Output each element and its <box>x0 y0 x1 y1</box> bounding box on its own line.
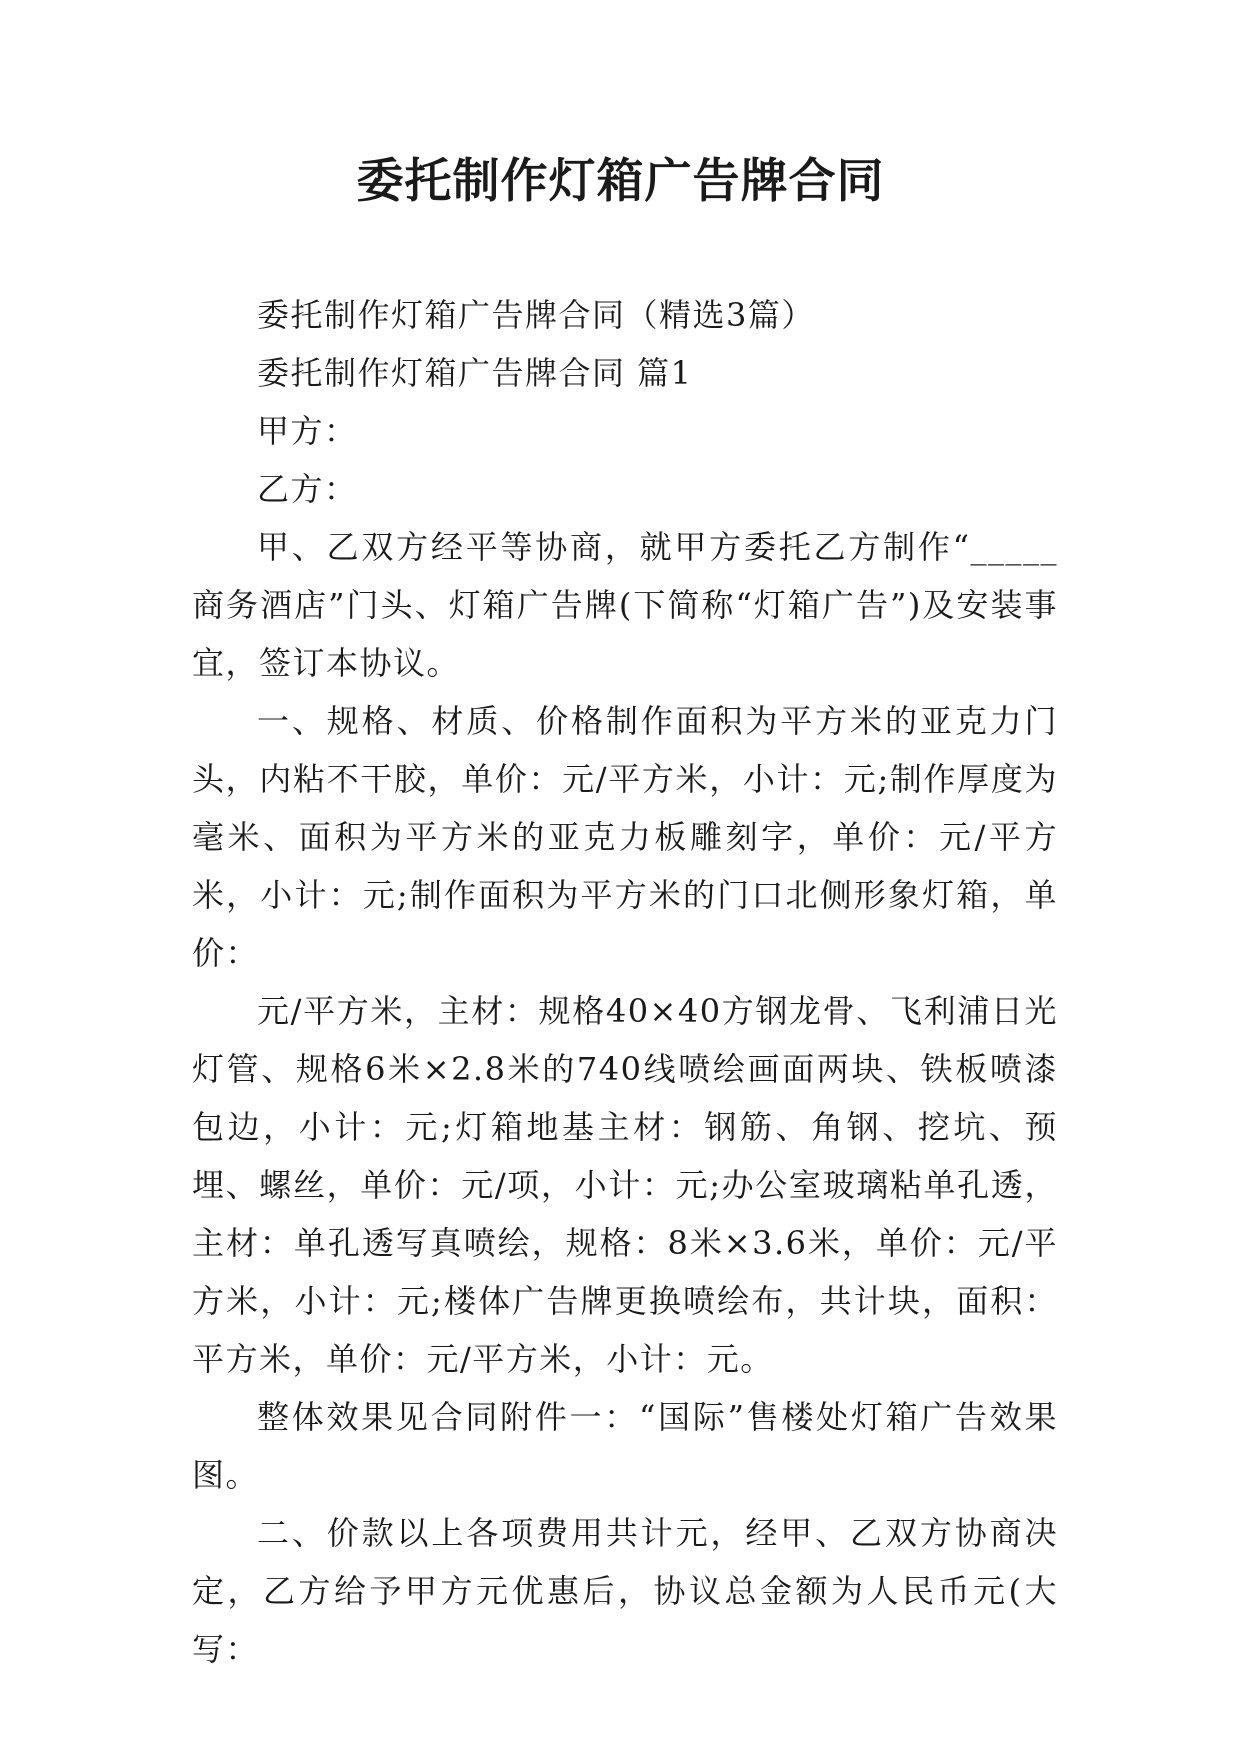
effect-image-paragraph: 整体效果见合同附件一：“国际”售楼处灯箱广告效果图。 <box>192 1398 1058 1494</box>
document-title: 委托制作灯箱广告牌合同 <box>356 154 885 209</box>
clause-two-paragraph: 二、价款以上各项费用共计元，经甲、乙双方协商决定，乙方给予甲方元优惠后，协议总金额为人民币元(大写： <box>192 1514 1058 1668</box>
clause-one-continued-paragraph: 元/平方米，主材：规格40×40方钢龙骨、飞利浦日光灯管、规格6米×2.8米的740线喷绘画面两块、铁板喷漆包边，小计：元;灯箱地基主材：钢筋、角钢、挖坑、预埋、螺丝，单价：元/项，小计：元;办公室玻璃粘单孔透，主材：单孔透写真喷绘，规格：8米×3.6米，单价：元/平方米，小计：元;楼体广告牌更换喷绘布，共计块，面积：平方米，单价：元/平方米，小计：元。 <box>192 992 1058 1378</box>
collection-heading: 委托制作灯箱广告牌合同（精选3篇） <box>257 296 815 334</box>
section-heading: 委托制作灯箱广告牌合同 篇1 <box>257 354 693 392</box>
party-a-line: 甲方： <box>257 412 358 450</box>
document-body <box>192 286 1058 1678</box>
preamble-paragraph: 甲、乙双方经平等协商，就甲方委托乙方制作“_____商务酒店”门头、灯箱广告牌(下简称“灯箱广告”)及安装事宜，签订本协议。 <box>192 528 1058 682</box>
party-b-line: 乙方： <box>257 470 358 508</box>
clause-one-paragraph: 一、规格、材质、价格制作面积为平方米的亚克力门头，内粘不干胶，单价：元/平方米，小计：元;制作厚度为毫米、面积为平方米的亚克力板雕刻字，单价：元/平方米，小计：元;制作面积为平方米的门口北侧形象灯箱，单价： <box>192 702 1058 972</box>
